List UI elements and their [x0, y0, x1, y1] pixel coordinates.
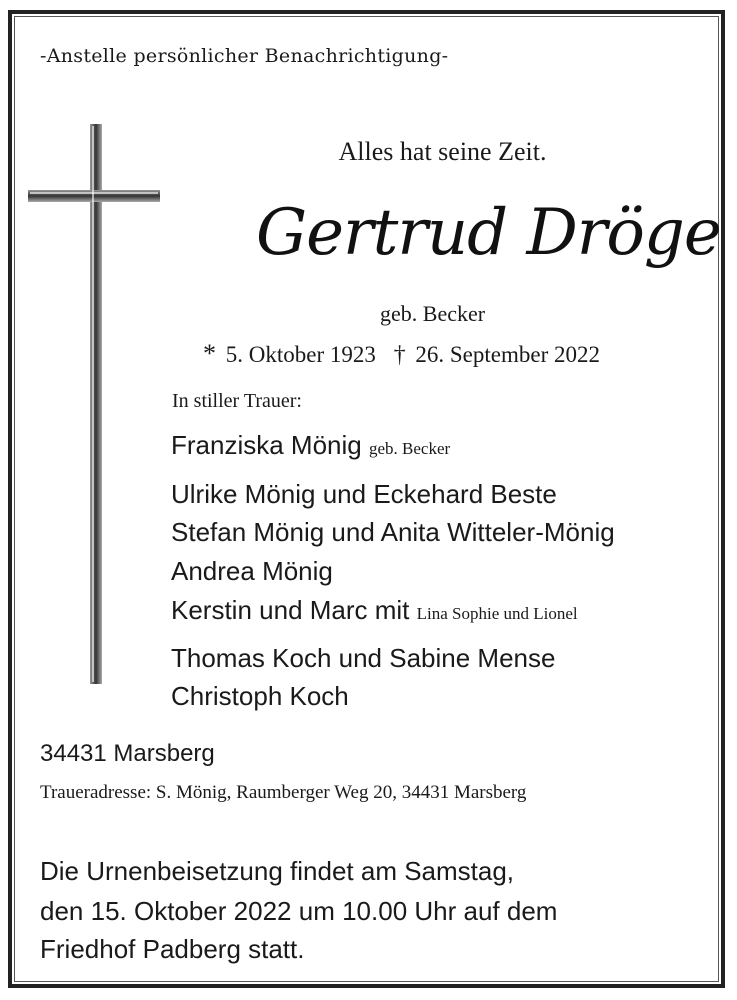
mourner-name: Andrea Mönig — [171, 556, 333, 586]
mourner-name: Christoph Koch — [171, 681, 349, 711]
mourning-intro: In stiller Trauer: — [172, 390, 302, 412]
mourner-line — [171, 556, 333, 587]
cross-icon — [28, 124, 160, 684]
funeral-info-line: den 15. Oktober 2022 um 10.00 Uhr auf dem — [40, 896, 558, 926]
funeral-info-line: Friedhof Padberg statt. — [40, 934, 305, 964]
life-dates — [203, 339, 600, 369]
mourner-line — [171, 479, 557, 510]
header-note: -Anstelle persönlicher Benachrichtigung- — [40, 45, 449, 67]
birth-date: 5. Oktober 1923 — [225, 342, 376, 367]
birth-name: geb. Becker — [380, 301, 486, 326]
funeral-info-line: Die Urnenbeisetzung findet am Samstag, — [40, 856, 515, 886]
mourner-suffix: Lina Sophie und Lionel — [416, 604, 578, 623]
mourner-suffix: geb. Becker — [368, 439, 451, 458]
mourner-line — [171, 430, 450, 461]
mourner-name: Thomas Koch und Sabine Mense — [171, 643, 556, 673]
mourner-name: Stefan Mönig und Anita Witteler-Mönig — [171, 517, 615, 547]
deceased-name: Gertrud Dröge — [256, 196, 721, 270]
death-date: 26. September 2022 — [415, 342, 600, 367]
death-symbol: † — [393, 342, 406, 368]
mourning-address: Traueradresse: S. Mönig, Raumberger Weg 20, 34431 Marsberg — [40, 782, 527, 803]
mourner-line — [171, 643, 555, 674]
mourner-line — [171, 681, 349, 712]
mourner-name: Ulrike Mönig und Eckehard Beste — [171, 479, 557, 509]
mourner-name: Franziska Mönig — [171, 430, 362, 460]
city: 34431 Marsberg — [40, 740, 215, 767]
mourner-name: Kerstin und Marc mit — [171, 595, 410, 625]
motto: Alles hat seine Zeit. — [338, 137, 547, 166]
mourner-line — [171, 595, 578, 626]
mourner-line — [171, 517, 615, 548]
birth-symbol: * — [203, 339, 216, 368]
